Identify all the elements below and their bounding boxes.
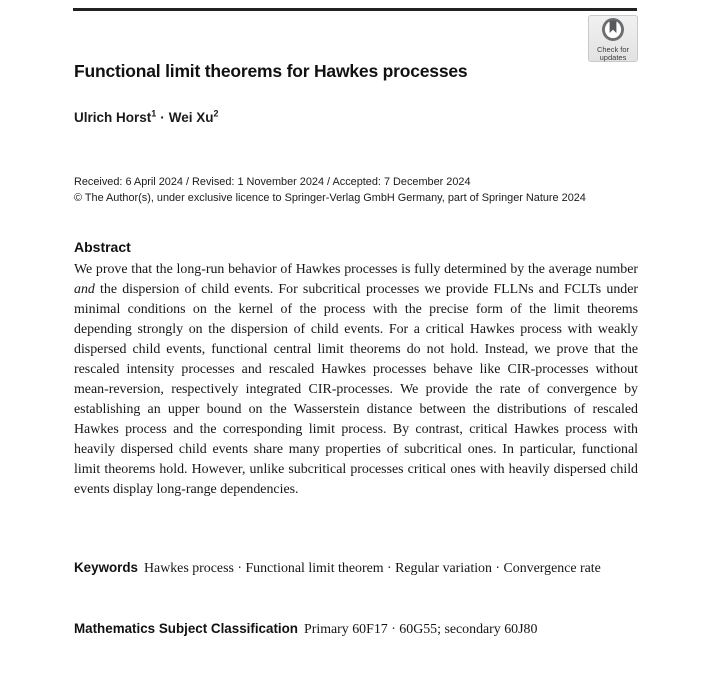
header-rule (73, 8, 637, 11)
abstract-part1: We prove that the long-run behavior of Hawkes processes is fully determined by the average number (74, 262, 638, 277)
author-affiliation-sup-2: 2 (213, 108, 219, 119)
abstract-heading: Abstract (74, 239, 131, 255)
badge-label-line1: Check for (596, 45, 630, 54)
copyright-line: © The Author(s), under exclusive licence to Springer-Verlag GmbH Germany, part of Springer Nature 2024 (74, 192, 586, 204)
msc-text: Primary 60F17 · 60G55; secondary 60J80 (304, 622, 538, 637)
check-for-updates-badge[interactable] (588, 15, 638, 62)
crossmark-icon (600, 29, 626, 46)
abstract-part2: the dispersion of child events. For subcritical processes we provide FLLNs and FCLTs under minimal conditions on the kernel of the process with the precise form of the limit theorems depending strongly on the dispersion of child events. For a critical Hawkes process with weakly dispersed child events, functional central limit theorems do not hold. Instead, we prove that the rescaled intensity processes and rescaled Hawkes processes behave like CIR-processes without mean-reversion, respectively integrated CIR-processes. We provide the rate of convergence by establishing an upper bound on the Wasserstein distance between the distributions of rescaled Hawkes process and the corresponding limit process. By contrast, critical Hawkes process with heavily dispersed child events share many properties of subcritical ones. In particular, functional limit theorems hold. However, unlike subcritical processes critical ones with heavily dispersed child events display long-range dependencies. (74, 282, 638, 497)
badge-label-line2: updates (599, 52, 627, 62)
abstract-section (74, 239, 638, 500)
msc-line (74, 619, 638, 641)
article-history: Received: 6 April 2024 / Revised: 1 November 2024 / Accepted: 7 December 2024 (74, 176, 471, 188)
keywords-text: Hawkes process · Functional limit theorem · Regular variation · Convergence rate (144, 561, 601, 576)
article-meta (74, 174, 638, 206)
abstract-emphasis: and (74, 282, 95, 297)
abstract-text (74, 260, 638, 500)
author-line (74, 110, 219, 125)
author-name-2: Wei Xu (168, 110, 214, 125)
author-separator: · (160, 110, 165, 125)
keywords-line (74, 558, 638, 580)
page-title: Functional limit theorems for Hawkes processes (74, 61, 468, 81)
author-name-1: Ulrich Horst (74, 110, 152, 125)
msc-label: Mathematics Subject Classification (74, 621, 298, 636)
keywords-label: Keywords (74, 560, 138, 575)
author-affiliation-sup-1: 1 (151, 108, 157, 119)
